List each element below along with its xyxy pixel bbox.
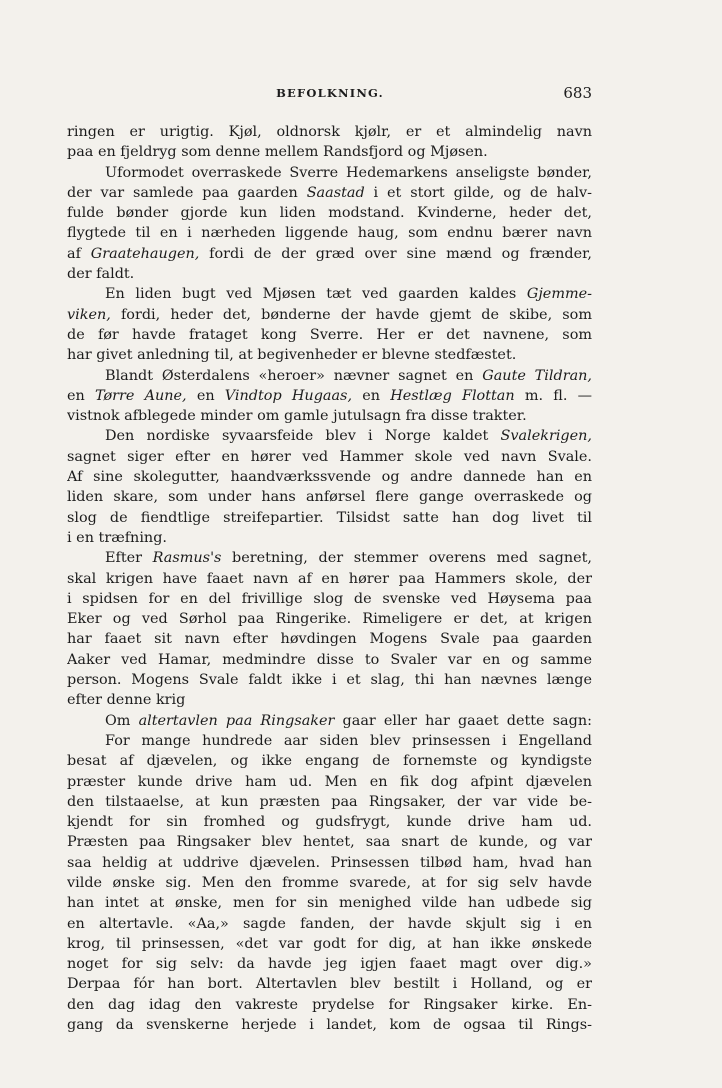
italic-text: altertavlen paa Ringsaker	[138, 712, 335, 729]
running-head: BEFOLKNING.	[276, 86, 384, 100]
text-segment: der var samlede paa gaarden	[67, 184, 307, 201]
text-segment: har faaet sit navn efter høvdingen Mogens Svale paa gaarden	[67, 631, 592, 648]
text-line	[67, 447, 592, 467]
text-line	[67, 284, 592, 304]
text-line	[67, 812, 592, 832]
text-segment: den tilstaaelse, at kun præsten paa Ringsaker, der var vide be-	[67, 793, 592, 810]
italic-text: Tørre Aune,	[94, 387, 187, 404]
text-segment: i spidsen for en del frivillige slog de svenske ved Høysema paa	[67, 590, 592, 607]
text-line	[67, 711, 592, 731]
italic-text: Saastad	[306, 184, 365, 201]
text-segment: Præsten paa Ringsaker blev hentet, saa snart de kunde, og var	[67, 834, 592, 851]
text-line	[67, 203, 592, 223]
text-line	[67, 305, 592, 325]
body-text	[67, 122, 592, 1035]
text-line	[67, 873, 592, 893]
text-segment: sagnet siger efter en hører ved Hammer skole ved navn Svale.	[67, 448, 592, 465]
italic-text: Rasmus's	[152, 550, 222, 567]
text-segment: fulde bønder gjorde kun liden modstand. Kvinderne, heder det,	[67, 205, 592, 222]
text-segment: Uformodet overraskede Sverre Hedemarkens anseligste bønder,	[105, 164, 592, 181]
text-line	[67, 325, 592, 345]
text-line	[67, 528, 592, 548]
text-line	[67, 163, 592, 183]
text-line	[67, 629, 592, 649]
text-line	[67, 731, 592, 751]
text-segment: efter denne krig	[67, 692, 186, 709]
text-segment: af	[67, 245, 91, 262]
text-segment: de før havde frataget kong Sverre. Her er det navnene, som	[67, 326, 592, 343]
text-segment: en	[67, 387, 95, 404]
text-segment: fordi, heder det, bønderne der havde gjemt de skibe, som	[110, 306, 592, 323]
text-line	[67, 690, 592, 710]
text-segment: vilde ønske sig. Men den fromme svarede, at for sig selv havde	[67, 874, 592, 891]
text-segment: Om	[105, 712, 139, 729]
text-segment: noget for sig selv: da havde jeg igjen faaet magt over dig.»	[67, 956, 592, 973]
text-line	[67, 670, 592, 690]
text-segment: har givet anledning til, at begivenheder er blevne stedfæstet.	[67, 347, 517, 364]
text-segment: gang da svenskerne herjede i landet, kom de ogsaa til Rings-	[67, 1017, 592, 1034]
text-segment: En liden bugt ved Mjøsen tæt ved gaarden kaldes	[105, 286, 527, 303]
text-segment: Blandt Østerdalens «heroer» nævner sagnet en	[105, 367, 483, 384]
text-segment: vistnok afblegede minder om gamle jutulsagn fra disse trakter.	[67, 408, 527, 425]
text-line	[67, 183, 592, 203]
text-segment: Den nordiske syvaarsfeide blev i Norge kaldet	[105, 428, 501, 445]
text-segment: liden skare, som under hans anførsel flere gange overraskede og	[67, 489, 592, 506]
text-segment: i en træfning.	[67, 529, 167, 546]
text-line	[67, 893, 592, 913]
italic-text: Gjemme-	[526, 286, 592, 303]
page-number: 683	[563, 84, 592, 102]
text-line	[67, 609, 592, 629]
text-segment: præster kunde drive ham ud. Men en fik dog afpint djævelen	[67, 773, 592, 790]
text-segment: i et stort gilde, og de halv-	[364, 184, 592, 201]
text-segment: besat af djævelen, og ikke engang de fornemste og kyndigste	[67, 753, 592, 770]
italic-text: Svalekrigen,	[500, 428, 592, 445]
text-segment: m. fl. —	[514, 387, 592, 404]
text-segment: flygtede til en i nærheden liggende haug, som endnu bærer navn	[67, 225, 592, 242]
text-line	[67, 244, 592, 264]
text-line	[67, 589, 592, 609]
italic-text: Hestlæg Flottan	[390, 387, 515, 404]
text-segment: krog, til prinsessen, «det var godt for dig, at han ikke ønskede	[67, 935, 592, 952]
text-segment: en	[186, 387, 225, 404]
text-segment: Efter	[105, 550, 153, 567]
text-line	[67, 995, 592, 1015]
text-segment: han intet at ønske, men for sin menighed vilde han udbede sig	[67, 895, 592, 912]
text-line	[67, 467, 592, 487]
text-line	[67, 223, 592, 243]
text-line	[67, 569, 592, 589]
page-header	[68, 86, 592, 106]
text-line	[67, 934, 592, 954]
text-segment: Eker og ved Sørhol paa Ringerike. Rimeligere er det, at krigen	[67, 611, 592, 628]
text-segment: den dag idag den vakreste prydelse for Ringsaker kirke. En-	[67, 996, 592, 1013]
text-line	[67, 386, 592, 406]
text-line	[67, 264, 592, 284]
text-line	[67, 508, 592, 528]
text-segment: saa heldig at uddrive djævelen. Prinsessen tilbød ham, hvad han	[67, 854, 592, 871]
text-line	[67, 122, 592, 142]
text-line	[67, 345, 592, 365]
text-segment: For mange hundrede aar siden blev prinsessen i Engelland	[105, 732, 592, 749]
text-line	[67, 487, 592, 507]
italic-text: Graatehaugen,	[90, 245, 200, 262]
text-line	[67, 954, 592, 974]
text-segment: fordi de der græd over sine mænd og frænder,	[199, 245, 592, 262]
text-segment: beretning, der stemmer overens med sagnet,	[221, 550, 592, 567]
text-segment: paa en fjeldryg som denne mellem Randsfjord og Mjøsen.	[67, 144, 488, 161]
text-line	[67, 974, 592, 994]
text-line	[67, 548, 592, 568]
italic-text: Vindtop Hugaas,	[224, 387, 353, 404]
text-segment: en altertavle. «Aa,» sagde fanden, der havde skjult sig i en	[67, 915, 592, 932]
text-segment: Aaker ved Hamar, medmindre disse to Svaler var en og samme	[67, 651, 592, 668]
text-segment: gaar eller har gaaet dette sagn:	[334, 712, 592, 729]
text-line	[67, 426, 592, 446]
text-segment: der faldt.	[67, 266, 135, 283]
text-segment: Af sine skolegutter, haandværkssvende og andre dannede han en	[67, 469, 592, 486]
text-line	[67, 792, 592, 812]
text-segment: Derpaa fór han bort. Altertavlen blev bestilt i Holland, og er	[67, 976, 592, 993]
text-segment: slog de fiendtlige streifepartier. Tilsidst satte han dog livet til	[67, 509, 592, 526]
text-line	[67, 142, 592, 162]
text-line	[67, 832, 592, 852]
text-segment: ringen er urigtig. Kjøl, oldnorsk kjølr, er et almindelig navn	[67, 124, 592, 140]
text-line	[67, 853, 592, 873]
italic-text: Gaute Tildran,	[482, 367, 592, 384]
text-line	[67, 1015, 592, 1035]
text-line	[67, 914, 592, 934]
text-line	[67, 366, 592, 386]
text-line	[67, 772, 592, 792]
text-segment: person. Mogens Svale faldt ikke i et slag, thi han nævnes længe	[67, 672, 592, 689]
italic-text: viken,	[67, 306, 111, 323]
text-segment: en	[352, 387, 391, 404]
text-line	[67, 406, 592, 426]
text-segment: skal krigen have faaet navn af en hører paa Hammers skole, der	[67, 570, 592, 587]
text-line	[67, 751, 592, 771]
text-line	[67, 650, 592, 670]
text-segment: kjendt for sin fromhed og gudsfrygt, kunde drive ham ud.	[67, 814, 592, 831]
